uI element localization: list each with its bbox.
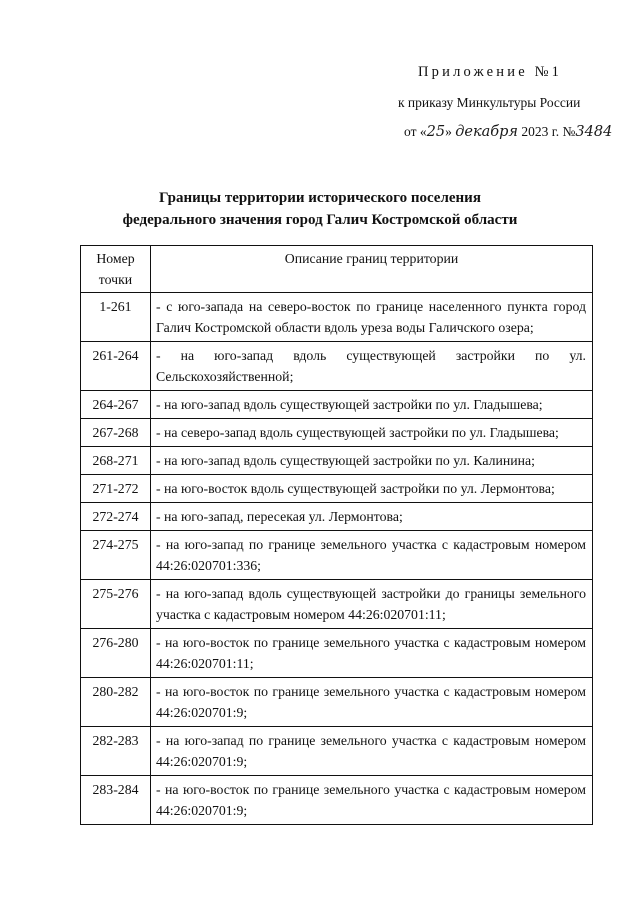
point-range-cell: 272-274 [81,503,151,531]
boundary-description-cell: - на юго-запад, пересекая ул. Лермонтова; [151,503,593,531]
table-row [81,419,593,447]
table-row [81,447,593,475]
date-mid: » [445,124,456,139]
document-title-line2: федерального значения город Галич Костромской области [122,212,518,228]
table-row [81,727,593,776]
table-row [81,475,593,503]
point-range-cell: 280-282 [81,678,151,727]
boundary-description-cell: - на юго-запад вдоль существующей застройки по ул. Сельскохозяйственной; [151,342,593,391]
point-range-cell: 264-267 [81,391,151,419]
date-month-handwritten: декабря [455,124,518,140]
boundary-description-cell: - на юго-восток вдоль существующей застройки по ул. Лермонтова; [151,475,593,503]
boundary-description-cell: - на юго-восток по границе земельного участка с кадастровым номером 44:26:020701:9; [151,678,593,727]
table-row [81,391,593,419]
order-date-line [404,124,612,140]
document-title-line1: Границы территории исторического поселения [159,190,481,206]
order-reference: к приказу Минкультуры России [398,95,581,110]
table-row [81,503,593,531]
table-row [81,629,593,678]
boundary-description-cell: - на юго-восток по границе земельного участка с кадастровым номером 44:26:020701:9; [151,776,593,825]
point-range-cell: 275-276 [81,580,151,629]
appendix-label: Приложение №1 [418,64,563,80]
point-range-cell: 276-280 [81,629,151,678]
boundary-description-cell: - на юго-восток по границе земельного участка с кадастровым номером 44:26:020701:11; [151,629,593,678]
boundary-description-cell: - на северо-запад вдоль существующей застройки по ул. Гладышева; [151,419,593,447]
table-row [81,342,593,391]
date-year: 2023 г. № [518,124,576,139]
table-row [81,580,593,629]
point-range-cell: 283-284 [81,776,151,825]
date-prefix: от « [404,124,427,139]
table-row [81,293,593,342]
point-range-cell: 267-268 [81,419,151,447]
date-day-handwritten: 25 [426,124,446,140]
table-row [81,678,593,727]
point-range-cell: 261-264 [81,342,151,391]
point-range-cell: 268-271 [81,447,151,475]
boundary-description-cell: - на юго-запад вдоль существующей застройки по ул. Калинина; [151,447,593,475]
column-header-description: Описание границ территории [151,246,593,293]
table-row [81,531,593,580]
boundary-description-cell: - на юго-запад вдоль существующей застройки по ул. Гладышева; [151,391,593,419]
point-range-cell: 274-275 [81,531,151,580]
boundary-description-cell: - на юго-запад по границе земельного участка с кадастровым номером 44:26:020701:9; [151,727,593,776]
boundary-description-cell: - на юго-запад вдоль существующей застройки до границы земельного участка с кадастровым номером 44:26:020701:11; [151,580,593,629]
point-range-cell: 1-261 [81,293,151,342]
point-range-cell: 271-272 [81,475,151,503]
order-number-handwritten: 3484 [575,124,613,140]
boundary-description-cell: - с юго-запада на северо-восток по границе населенного пункта город Галич Костромской области вдоль уреза воды Галичского озера; [151,293,593,342]
boundaries-table [80,245,593,825]
boundary-description-cell: - на юго-запад по границе земельного участка с кадастровым номером 44:26:020701:336; [151,531,593,580]
point-range-cell: 282-283 [81,727,151,776]
column-header-point-number: Номер точки [81,246,151,293]
table-header-row [81,246,593,293]
table-row [81,776,593,825]
